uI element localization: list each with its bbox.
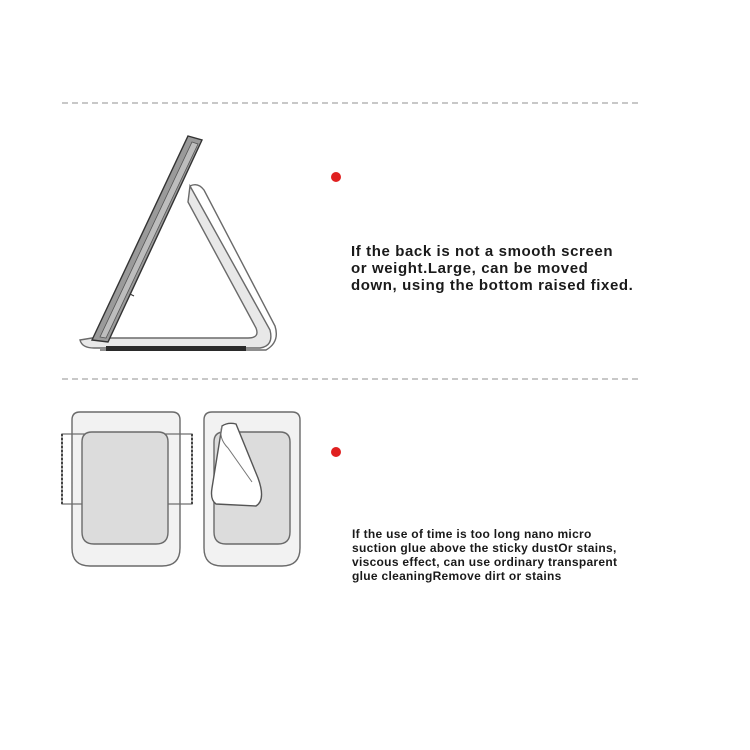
- cleaning-caption: If the use of time is too long nano micro suction glue above the sticky dustOr stains, viscous effect, can use ordinary transparent glue cleaningRemove dirt or stains: [352, 527, 618, 583]
- bullet-dot: [331, 447, 341, 457]
- peeling-film-illustration: [188, 408, 328, 573]
- dashed-divider-top: [62, 102, 638, 104]
- dashed-divider-middle: [62, 378, 638, 380]
- stand-caption: If the back is not a smooth screen or weight.Large, can be moved down, using the bottom raised fixed.: [351, 243, 634, 294]
- phone-stand-illustration: [70, 128, 300, 358]
- suction-pad-illustration: [56, 408, 196, 573]
- bullet-dot: [331, 172, 341, 182]
